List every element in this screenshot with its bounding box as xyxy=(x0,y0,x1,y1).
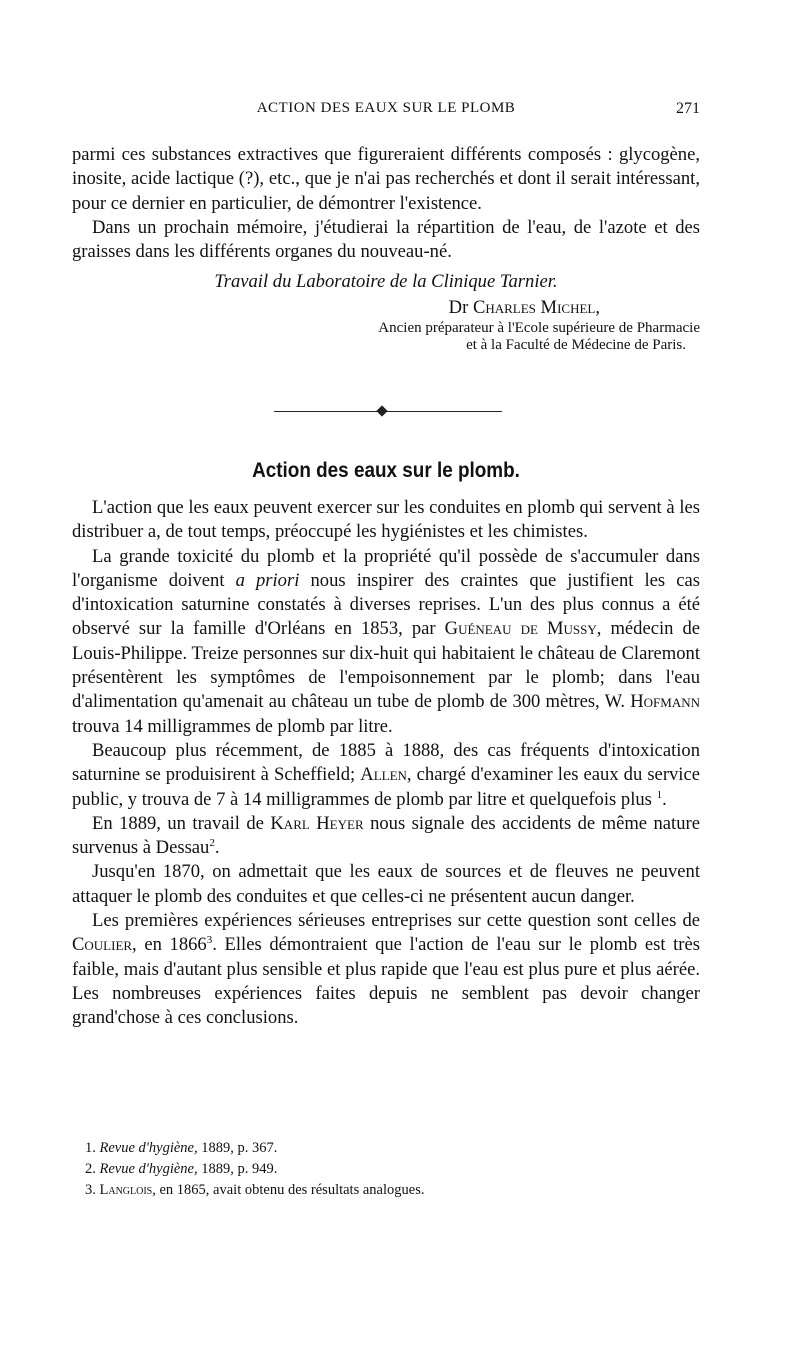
text-run: chargé d'examiner les eaux du service public, y trouva de 7 à 14 milligrammes de plomb par litre et quelquefois plus xyxy=(72,764,700,810)
diamond-ornament-icon xyxy=(376,405,387,416)
footnote-source: Revue d'hygiène, xyxy=(99,1140,198,1156)
text-run: En 1889, un travail de xyxy=(92,812,264,834)
text-run: La grande toxicité du plomb et la propriété qu'il possède de s'accumuler dans l'organisme doivent xyxy=(72,545,700,591)
continuation-paragraph-2: Dans un prochain mémoire, j'étudierai la répartition de l'eau, de l'azote et des graisses dans les différents organes du nouveau-né. xyxy=(72,216,700,263)
divider-line xyxy=(274,411,502,412)
italic-phrase: a priori xyxy=(235,569,300,591)
text-run: . xyxy=(214,837,220,859)
text-run: médecin de Louis-Philippe. Treize personnes sur dix-huit qui habitaient le château de Claremont présentèrent les symptômes de l'empoisonnement par le plomb; dans l'eau d'alimentation qu'amenait au château un tube de plomb de 300 mètres, xyxy=(72,618,701,713)
article-paragraph-4 xyxy=(72,812,700,861)
footnote-source: Revue d'hygiène, xyxy=(99,1161,198,1177)
author-affiliation-line-2: et à la Faculté de Médecine de Paris. xyxy=(466,337,686,354)
article-paragraph-3 xyxy=(72,739,700,812)
article-paragraph-2 xyxy=(72,545,700,739)
footnote-text: 1889, p. 367. xyxy=(201,1140,278,1156)
running-head xyxy=(72,100,700,126)
doctor-title: Dr xyxy=(448,296,469,318)
footnote-ref: 3 xyxy=(206,934,213,947)
continuation-text xyxy=(72,143,700,354)
page-number: 271 xyxy=(676,100,700,117)
author-affiliation-line-1: Ancien préparateur à l'Ecole supérieure de Pharmacie xyxy=(378,320,700,337)
text-run: . xyxy=(662,788,667,810)
article-paragraph-6 xyxy=(72,909,700,1030)
text-run: . Elles démontraient que l'action de l'eau sur le plomb est très faible, mais d'autant plus sensible et plus rapide que l'eau est plus pure et plus aérée. Les nombreuses expériences faites depuis ne semblent pas devoir changer grand'chose à ces conclusions. xyxy=(72,934,700,1029)
running-head-title: ACTION DES EAUX SUR LE PLOMB xyxy=(256,100,516,116)
author-signature xyxy=(72,296,700,320)
text-run: trouva 14 milligrammes de plomb par litre. xyxy=(72,715,393,737)
article-paragraph-1: L'action que les eaux peuvent exercer sur les conduites en plomb qui servent à les distribuer a, de tout temps, préoccupé les hygiénistes et les chimistes. xyxy=(72,497,700,543)
author-name: Charles Michel, xyxy=(472,296,600,318)
author-name: Karl Heyer xyxy=(270,812,364,834)
footnotes xyxy=(85,1138,700,1201)
section-divider xyxy=(274,403,502,419)
footnote-ref: 1 xyxy=(656,788,663,801)
text-run: en 1866 xyxy=(144,934,207,956)
text-run: Les premières expériences sérieuses entreprises sur cette question sont celles de xyxy=(92,910,700,932)
author-name: Hofmann xyxy=(630,691,701,713)
initial: W. xyxy=(604,691,626,713)
footnote-ref: 2 xyxy=(209,836,215,849)
footnote-number: 1. xyxy=(85,1140,96,1156)
continuation-paragraph-1: parmi ces substances extractives que figureraient différents composés : glycogène, inosite, acide lactique (?), etc., que je n'ai pas recherchés et dont il serait intéressant, pour ce dernier en particulier, de démontrer l'existence. xyxy=(72,144,700,214)
footnote-2 xyxy=(85,1159,700,1180)
footnote-text: en 1865, avait obtenu des résultats analogues. xyxy=(159,1182,425,1198)
text-run: nous inspirer des craintes que justifient les cas d'intoxication saturnine constatés à diverses reprises. L'un des plus connus a été observé sur la famille d'Orléans en 1853, par xyxy=(72,569,700,640)
footnote-1 xyxy=(85,1138,700,1159)
footnote-text: 1889, p. 949. xyxy=(201,1161,278,1177)
footnote-3 xyxy=(85,1180,700,1201)
footnote-number: 3. xyxy=(85,1182,96,1198)
author-name: Coulier, xyxy=(72,934,137,956)
footnote-author: Langlois, xyxy=(99,1182,156,1198)
footnote-number: 2. xyxy=(85,1161,96,1177)
article-body xyxy=(72,496,700,1031)
author-name: Allen, xyxy=(360,764,412,786)
text-run: nous signale des accidents de même nature survenus à Dessau xyxy=(72,812,700,859)
laboratory-credit: Travail du Laboratoire de la Clinique Tarnier. xyxy=(214,271,558,293)
text-run: Beaucoup plus récemment, de 1885 à 1888, des cas fréquents d'intoxication saturnine se produisirent à Scheffield; xyxy=(72,739,700,786)
article-paragraph-5: Jusqu'en 1870, on admettait que les eaux de sources et de fleuves ne peuvent attaquer le plomb des conduites et que celles-ci ne présentent aucun danger. xyxy=(72,861,700,907)
author-name: Guéneau de Mussy, xyxy=(444,618,602,640)
article-title: Action des eaux sur le plomb. xyxy=(252,459,520,482)
